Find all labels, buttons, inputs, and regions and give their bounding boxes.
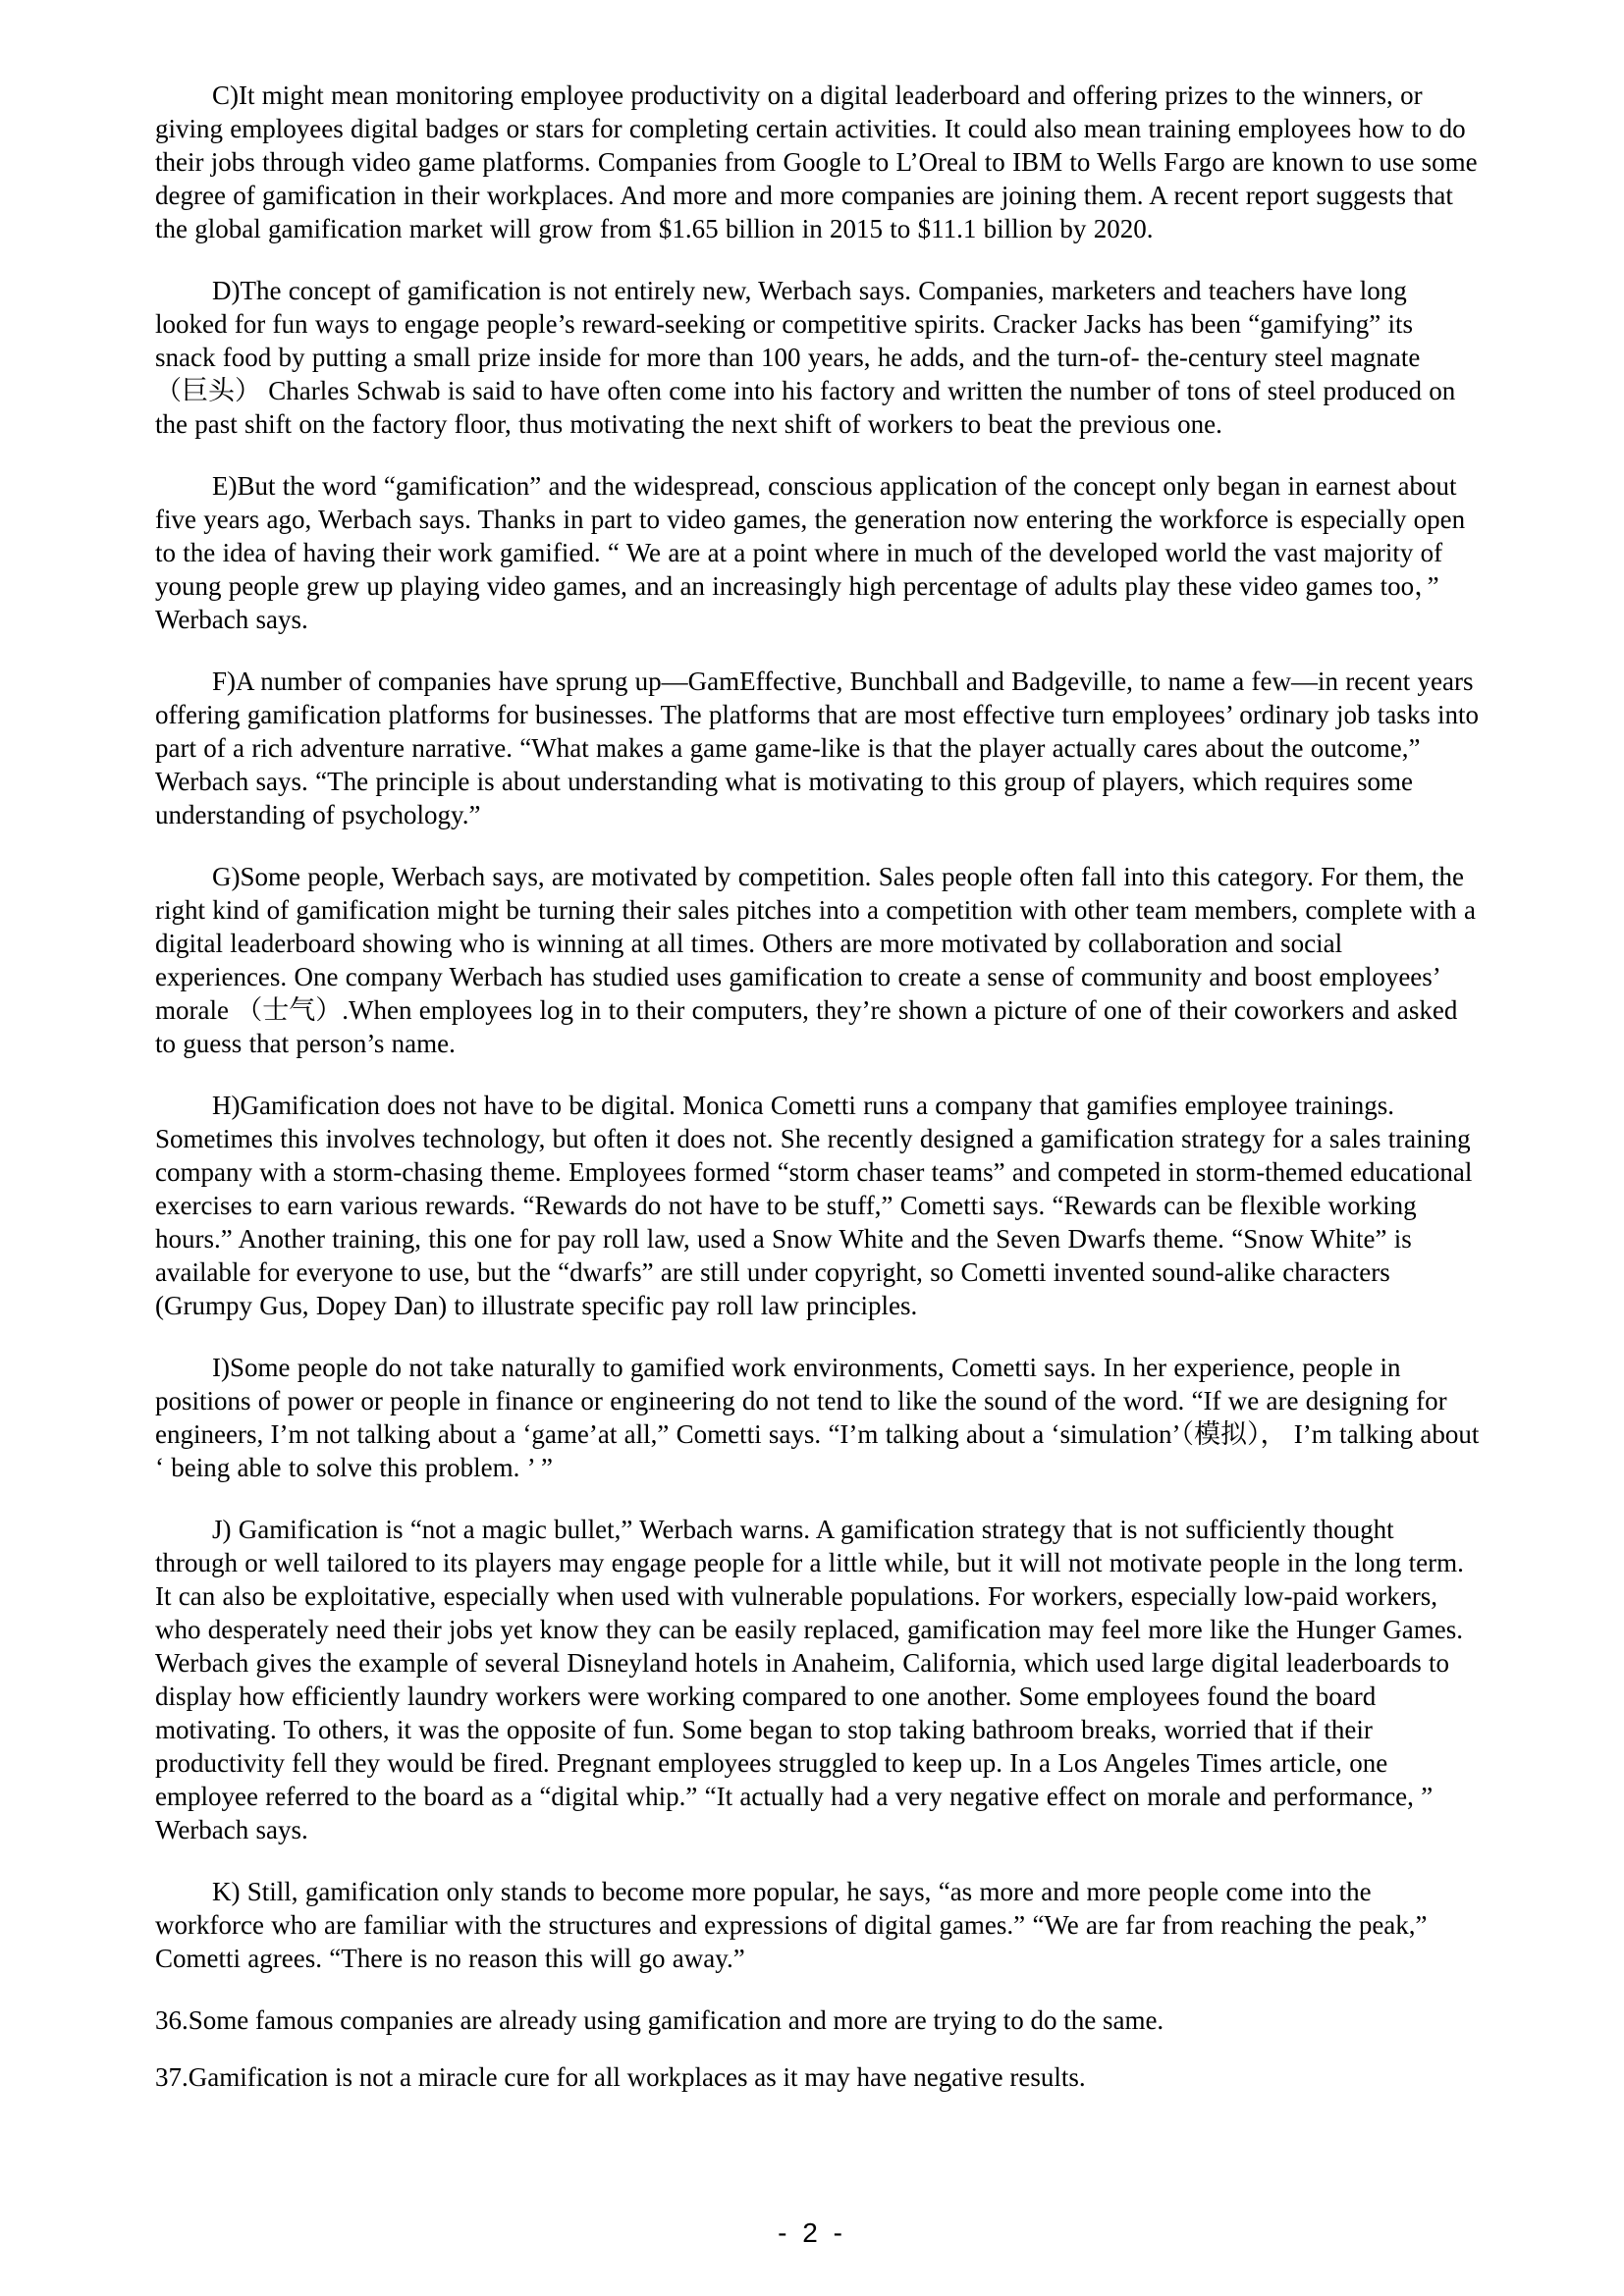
paragraph-g: G)Some people, Werbach says, are motivated by competition. Sales people often fall into this category. For them, the right kind of gamification might be turning their sales pitches into a competition with other team members, complete with a digital leaderboard showing who is winning at all times. Others are more motivated by collaboration and social experiences. One company Werbach has studied uses gamification to create a sense of community and boost employees’ morale （士气）.When employees log in to their computers, they’re shown a picture of one of their coworkers and asked to guess that person’s name. xyxy=(155,862,1476,1058)
paragraph-d: D)The concept of gamification is not entirely new, Werbach says. Companies, marketers and teachers have long looked for fun ways to engage people’s reward-seeking or competitive spirits. Cracker Jacks has been “gamifying” its snack food by putting a small prize inside for more than 100 years, he adds, and the turn-of- the-century steel magnate （巨头） Charles Schwab is said to have often come into his factory and written the number of tons of steel produced on the past shift on the factory floor, thus motivating the next shift of workers to beat the previous one. xyxy=(155,276,1456,439)
paragraph-f: F)A number of companies have sprung up—GamEffective, Bunchball and Badgeville, to name a few—in recent years offering gamification platforms for businesses. The platforms that are most effective turn employees’ ordinary job tasks into part of a rich adventure narrative. “What makes a game game-like is that the player actually cares about the outcome,” Werbach says. “The principle is about understanding what is motivating to this group of players, which requires some understanding of psychology.” xyxy=(155,667,1480,829)
statement-36: 36.Some famous companies are already using gamification and more are trying to do the same. xyxy=(155,2005,1164,2035)
paragraph-h: H)Gamification does not have to be digital. Monica Cometti runs a company that gamifies employee trainings. Sometimes this involves technology, but often it does not. She recently designed a gamification strategy for a sales training company with a storm-chasing theme. Employees formed “storm chaser teams” and competed in storm-themed educational exercises to earn various rewards. “Rewards do not have to be stuff,” Cometti says. “Rewards can be flexible working hours.” Another training, this one for pay roll law, used a Snow White and the Seven Dwarfs theme. “Snow White” is available for everyone to use, but the “dwarfs” are still under copyright, so Cometti invented sound-alike characters (Grumpy Gus, Dopey Dan) to illustrate specific pay roll law principles. xyxy=(155,1091,1473,1320)
paragraph-e: E)But the word “gamification” and the widespread, conscious application of the concept only began in earnest about five years ago, Werbach says. Thanks in part to video games, the generation now entering the workforce is especially open to the idea of having their work gamified. “ We are at a point where in much of the developed world the vast majority of young people grew up playing video games, and an increasingly high percentage of adults play these video games too，” Werbach says. xyxy=(155,471,1466,634)
page-number: - 2 - xyxy=(778,2217,846,2248)
paragraph-k: K) Still, gamification only stands to become more popular, he says, “as more and more people come into the workforce who are familiar with the structures and expressions of digital games.” “We are far from reaching the peak,” Cometti agrees. “There is no reason this will go away.” xyxy=(155,1877,1428,1973)
paragraph-j: J) Gamification is “not a magic bullet,” Werbach warns. A gamification strategy that is not sufficiently thought through or well tailored to its players may engage people for a little while, but it will not motivate people in the long term. It can also be exploitative, especially when used with vulnerable populations. For workers, especially low-paid workers, who desperately need their jobs yet know they can be easily replaced, gamification may feel more like the Hunger Games. Werbach gives the example of several Disneyland hotels in Anaheim, California, which used large digital leaderboards to display how efficiently laundry workers were working compared to one another. Some employees found the board motivating. To others, it was the opposite of fun. Some began to stop taking bathroom breaks, worried that if their productivity fell they would be fired. Pregnant employees struggled to keep up. In a Los Angeles Times article, one employee referred to the board as a “digital whip.” “It actually had a very negative effect on morale and performance, ” Werbach says. xyxy=(155,1515,1464,1844)
passage-body xyxy=(155,79,1480,2117)
paragraph-i: I)Some people do not take naturally to gamified work environments, Cometti says. In her experience, people in positions of power or people in finance or engineering do not tend to like the sound of the word. “If we are designing for engineers, I’m not talking about a ‘game’at all,” Cometti says. “I’m talking about a ‘simulation’（模拟）， I’m talking about ‘ being able to solve this problem. ’ ” xyxy=(155,1353,1480,1482)
statement-37: 37.Gamification is not a miracle cure for all workplaces as it may have negative results. xyxy=(155,2062,1086,2092)
paragraph-c: C)It might mean monitoring employee productivity on a digital leaderboard and offering prizes to the winners, or giving employees digital badges or stars for completing certain activities. It could also mean training employees how to do their jobs through video game platforms. Companies from Google to L’Oreal to IBM to Wells Fargo are known to use some degree of gamification in their workplaces. And more and more companies are joining them. A recent report suggests that the global gamification market will grow from $1.65 billion in 2015 to $11.1 billion by 2020. xyxy=(155,80,1478,243)
